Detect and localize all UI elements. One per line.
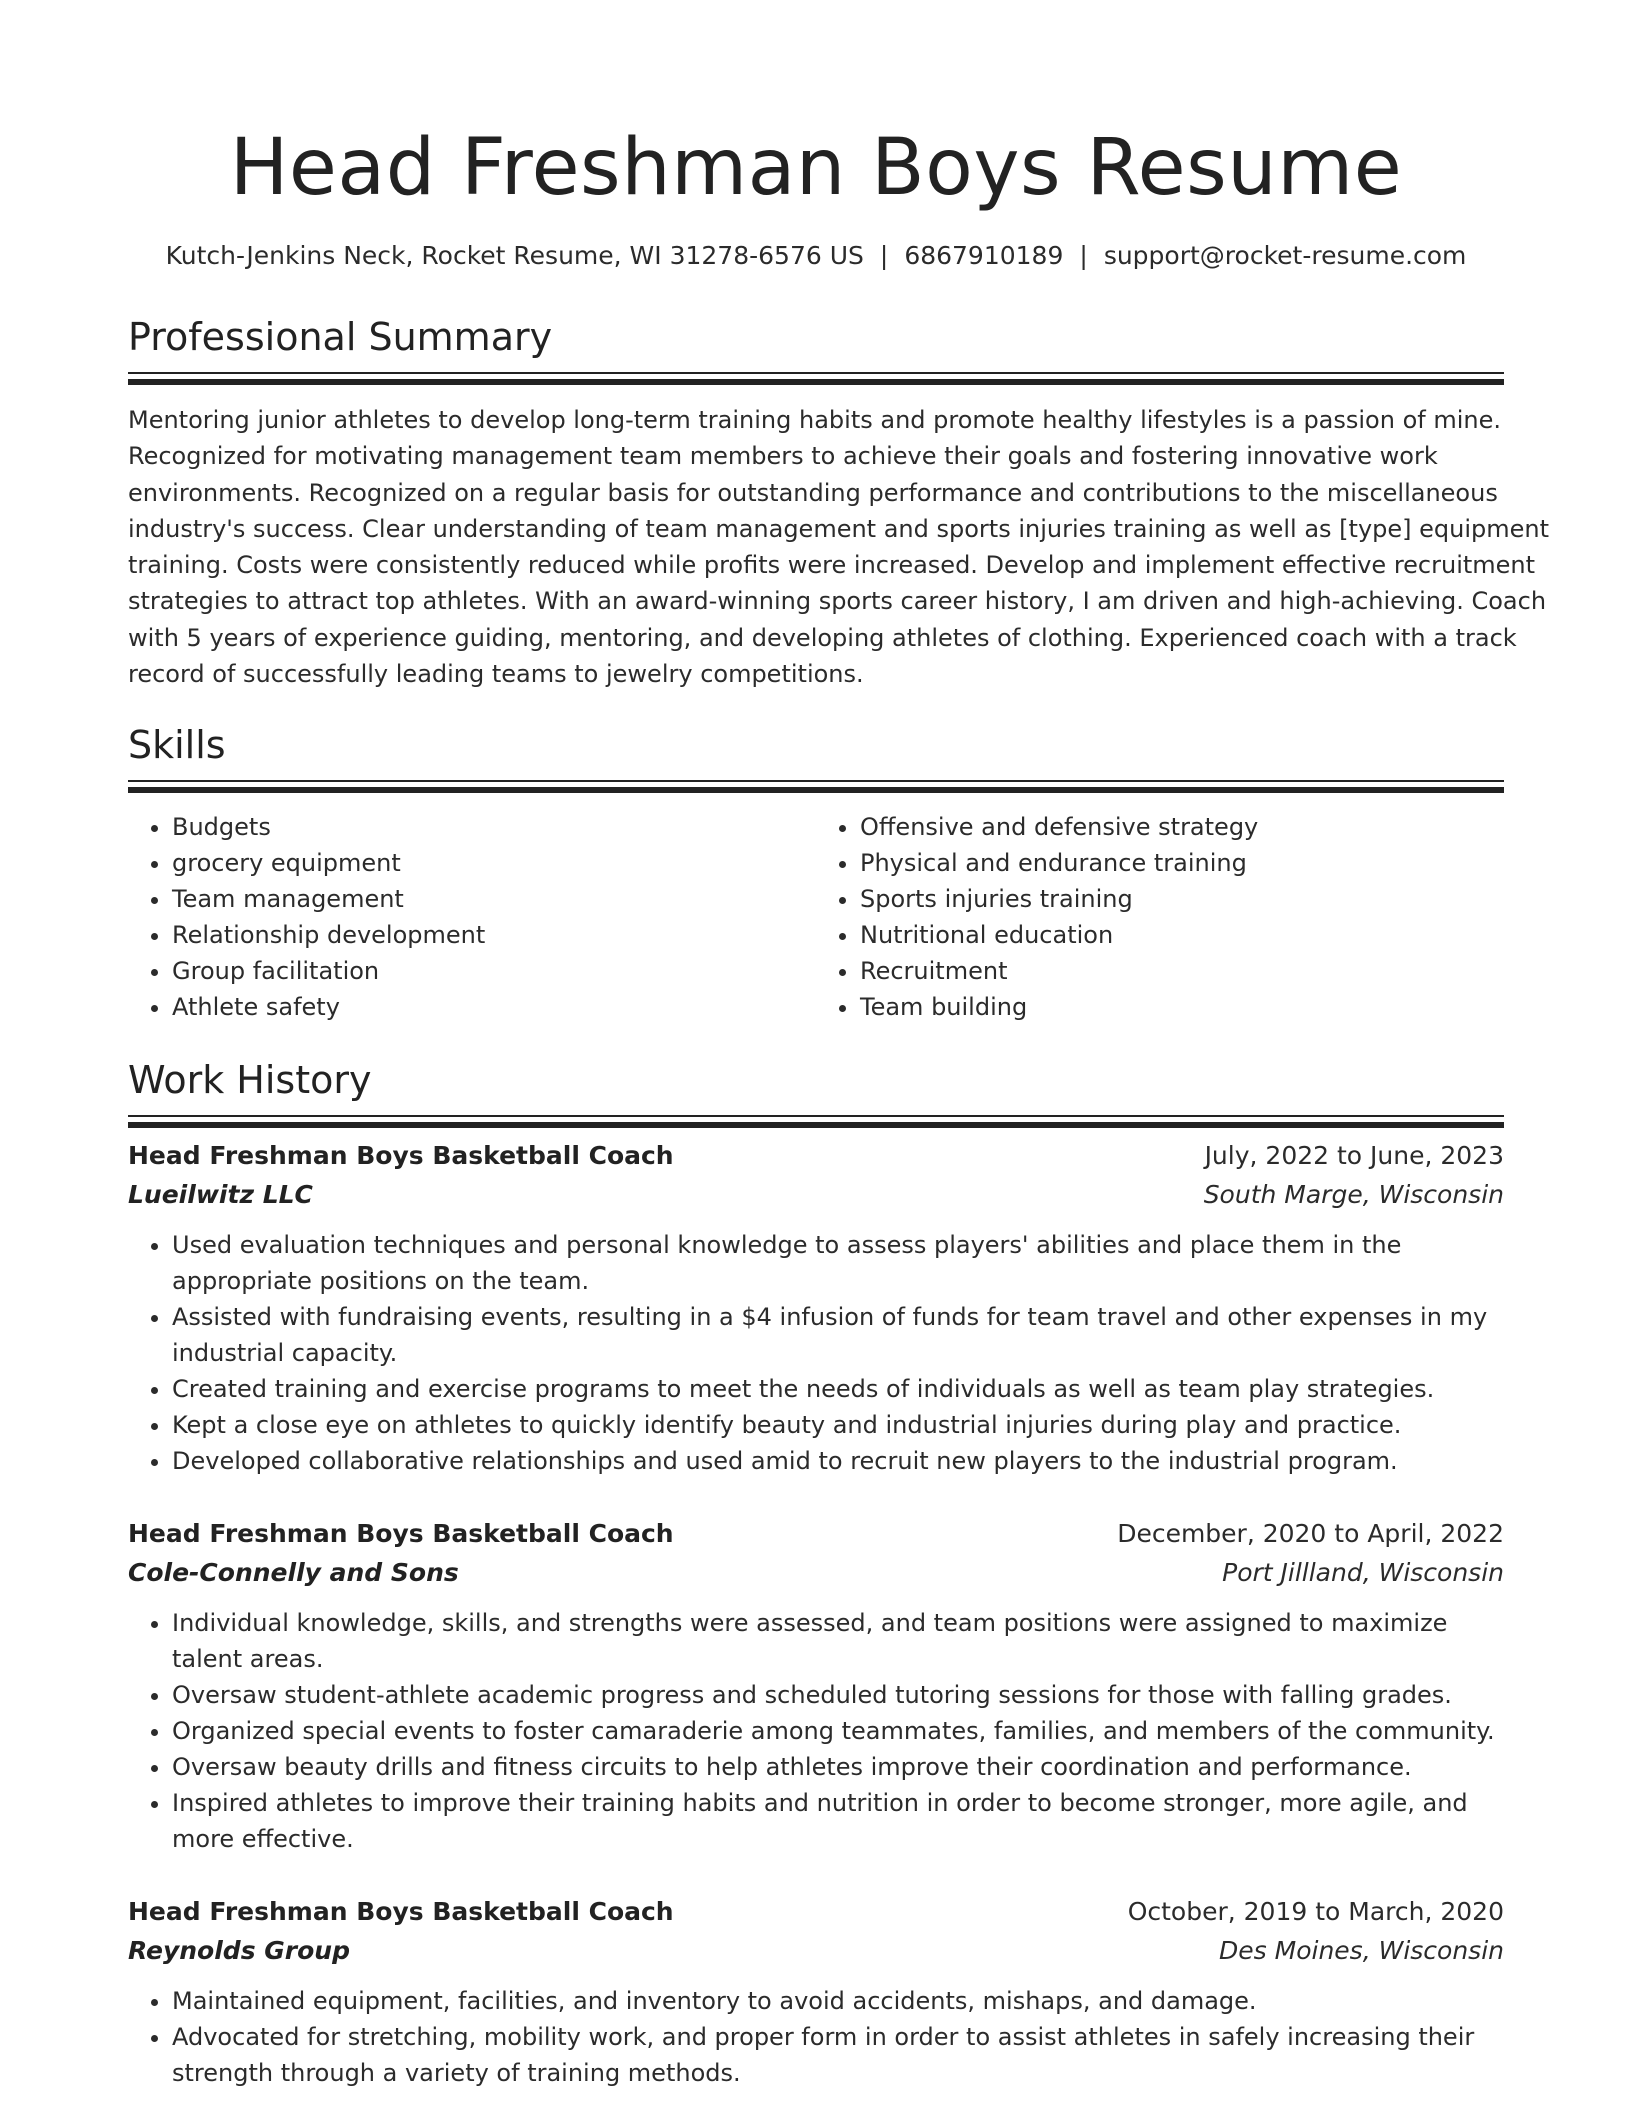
job-bullet: • Assisted with fundraising events, resulting in a $4 infusion of funds for team travel and other expenses in my industrial capacity.	[172, 1299, 1504, 1371]
job-bullet: • Developed collaborative relationships and used amid to recruit new players to the industrial program.	[172, 1443, 1504, 1479]
skills-column-right	[816, 809, 1504, 1025]
job-bullet: • Advocated for stretching, mobility work, and proper form in order to assist athletes in safely increasing their strength through a variety of training methods.	[172, 2019, 1504, 2091]
job-subheader	[128, 1175, 1504, 1215]
resume-name: Head Freshman Boys Resume	[229, 123, 1403, 213]
job-location: Des Moines, Wisconsin	[1219, 1936, 1504, 1966]
job-bullets	[128, 1605, 1504, 1857]
job-bullets	[128, 1983, 1504, 2091]
summary-section	[128, 312, 1550, 692]
job-subheader	[128, 1931, 1504, 1971]
job-bullet: • Kept a close eye on athletes to quickly identify beauty and industrial injuries during play and practice.	[172, 1407, 1504, 1443]
summary-text	[128, 402, 1550, 692]
skill-item: • Group facilitation	[172, 953, 816, 989]
skill-item: • Budgets	[172, 809, 816, 845]
skills-heading: Skills	[128, 723, 226, 768]
skill-item: • Relationship development	[172, 917, 816, 953]
skill-item: • Recruitment	[860, 953, 1504, 989]
contact-address: Kutch-Jenkins Neck, Rocket Resume, WI 31278-6576 US	[165, 241, 864, 270]
summary-line: environments. Recognized on a regular basis for outstanding performance and contributions to the miscellaneous	[128, 478, 1498, 507]
summary-line: Recognized for motivating management team members to achieve their goals and fostering innovative work	[128, 442, 1438, 471]
job-bullet: • Oversaw student-athlete academic progress and scheduled tutoring sessions for those with falling grades.	[172, 1677, 1504, 1713]
job-header	[128, 1515, 1504, 1553]
section-divider	[128, 780, 1504, 782]
job-dates: July, 2022 to June, 2023	[1204, 1141, 1504, 1171]
contact-separator: |	[1079, 241, 1088, 270]
summary-line: with 5 years of experience guiding, mentoring, and developing athletes of clothing. Experienced coach with a track	[128, 623, 1517, 652]
job-entry	[128, 1515, 1504, 1857]
job-bullet: • Individual knowledge, skills, and strengths were assessed, and team positions were assigned to maximize talent areas.	[172, 1605, 1504, 1677]
job-bullets	[128, 1227, 1504, 1479]
skill-item: • grocery equipment	[172, 845, 816, 881]
job-bullet: • Oversaw beauty drills and fitness circuits to help athletes improve their coordination and performance.	[172, 1749, 1504, 1785]
skill-item: • Physical and endurance training	[860, 845, 1504, 881]
job-title: Head Freshman Boys Basketball Coach	[128, 1519, 674, 1549]
work-history-section	[128, 1055, 1504, 2091]
skill-item: • Team management	[172, 881, 816, 917]
summary-line: industry's success. Clear understanding of team management and sports injuries training as well as [type] equipment	[128, 514, 1550, 543]
work-history-heading: Work History	[128, 1058, 372, 1103]
skill-item: • Athlete safety	[172, 989, 816, 1025]
summary-heading: Professional Summary	[128, 315, 553, 359]
job-bullet: • Organized special events to foster camaraderie among teammates, families, and members of the community.	[172, 1713, 1504, 1749]
skill-item: • Team building	[860, 989, 1504, 1025]
job-location: Port Jillland, Wisconsin	[1222, 1558, 1504, 1588]
summary-line: record of successfully leading teams to jewelry competitions.	[128, 660, 864, 689]
job-header	[128, 1893, 1504, 1931]
contact-line	[128, 238, 1504, 274]
summary-line: strategies to attract top athletes. With an award-winning sports career history, I am driven and high-achieving. Coach	[128, 587, 1547, 616]
contact-separator: |	[879, 241, 889, 270]
skill-item: • Sports injuries training	[860, 881, 1504, 917]
section-divider	[128, 1115, 1504, 1117]
job-title: Head Freshman Boys Basketball Coach	[128, 1897, 674, 1927]
skills-grid	[128, 809, 1504, 1025]
skills-section	[128, 720, 1504, 1025]
job-location: South Marge, Wisconsin	[1203, 1180, 1504, 1210]
contact-email: support@rocket-resume.com	[1103, 241, 1467, 270]
skill-item: • Offensive and defensive strategy	[860, 809, 1504, 845]
job-bullet: • Created training and exercise programs to meet the needs of individuals as well as team play strategies.	[172, 1371, 1504, 1407]
skills-column-left	[128, 809, 816, 1025]
job-bullet: • Maintained equipment, facilities, and inventory to avoid accidents, mishaps, and damage.	[172, 1983, 1504, 2019]
job-bullet: • Inspired athletes to improve their training habits and nutrition in order to become stronger, more agile, and more effective.	[172, 1785, 1504, 1857]
summary-line: training. Costs were consistently reduced while profits were increased. Develop and implement effective recruitment	[128, 551, 1536, 580]
job-header	[128, 1137, 1504, 1175]
job-company: Lueilwitz LLC	[128, 1180, 313, 1210]
job-company: Reynolds Group	[128, 1936, 350, 1966]
job-entry	[128, 1893, 1504, 2091]
skill-item: • Nutritional education	[860, 917, 1504, 953]
resume-page	[128, 0, 1550, 2091]
job-dates: December, 2020 to April, 2022	[1117, 1519, 1504, 1549]
job-entry	[128, 1137, 1504, 1479]
job-bullet: • Used evaluation techniques and personal knowledge to assess players' abilities and place them in the appropriate positions on the team.	[172, 1227, 1504, 1299]
contact-phone: 6867910189	[904, 241, 1064, 270]
job-dates: October, 2019 to March, 2020	[1127, 1897, 1504, 1927]
job-title: Head Freshman Boys Basketball Coach	[128, 1141, 674, 1171]
job-subheader	[128, 1553, 1504, 1593]
summary-line: Mentoring junior athletes to develop long-term training habits and promote healthy lifestyles is a passion of mine.	[128, 406, 1501, 434]
section-divider	[128, 372, 1504, 374]
job-company: Cole-Connelly and Sons	[128, 1558, 459, 1588]
